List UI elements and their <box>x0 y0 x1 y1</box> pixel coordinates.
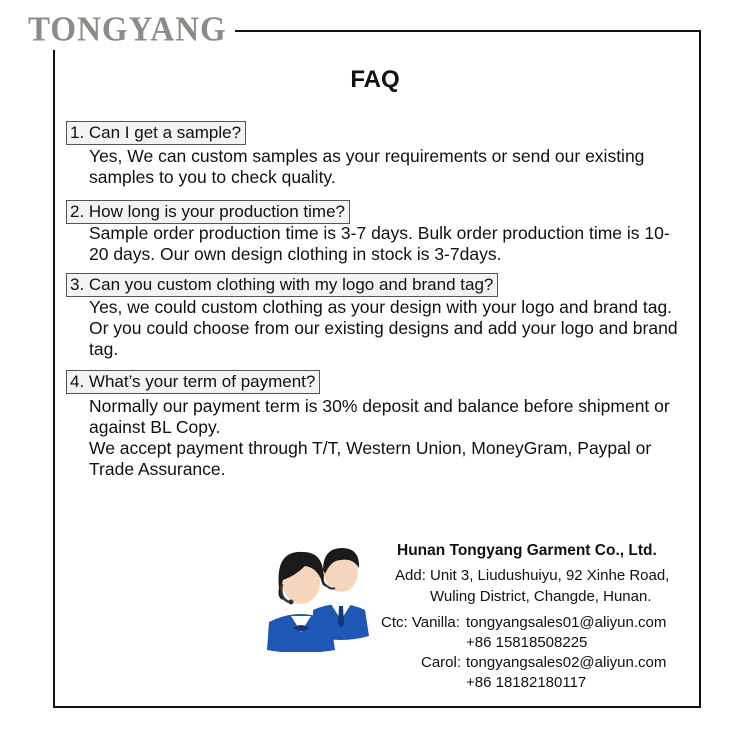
faq-answer-4 <box>89 396 689 480</box>
faq-answer-3-text: Yes, we could custom clothing as your design with your logo and brand tag. Or you could choose from our existing designs and add your logo and brand tag. <box>89 297 678 359</box>
address-line-2: Wuling District, Changde, Hunan. <box>430 588 652 605</box>
faq-answer-4-text-1: Normally our payment term is 30% deposit and balance before shipment or against BL Copy. <box>89 396 670 437</box>
carol-email: tongyangsales02@aliyun.com <box>466 654 667 671</box>
contact-label-carol: Carol: <box>421 654 462 671</box>
faq-question-1: 1. Can I get a sample? <box>66 121 246 145</box>
faq-answer-2-text: Sample order production time is 3-7 days. Bulk order production time is 10-20 days. Our own design clothing in stock is 3-7days. <box>89 223 670 264</box>
faq-answer-1-text: Yes, We can custom samples as your requirements or send our existing samples to you to check quality. <box>89 146 645 187</box>
company-name: Hunan Tongyang Garment Co., Ltd. <box>397 542 657 559</box>
faq-answer-1 <box>89 146 689 188</box>
vanilla-email: tongyangsales01@aliyun.com <box>466 614 667 631</box>
vanilla-phone: +86 15818508225 <box>466 634 588 651</box>
carol-phone: +86 18182180117 <box>466 674 587 691</box>
page-title: FAQ <box>350 66 400 93</box>
brand-logo-text: TONGYANG <box>28 11 235 50</box>
faq-answer-3 <box>89 297 689 360</box>
contact-label-vanilla: Ctc: Vanilla: <box>381 614 460 631</box>
faq-answer-4-text-2: We accept payment through T/T, Western Union, MoneyGram, Paypal or Trade Assurance. <box>89 438 652 479</box>
address-line-1: Add: Unit 3, Liudushuiyu, 92 Xinhe Road, <box>395 567 670 584</box>
faq-question-4: 4. What’s your term of payment? <box>66 370 320 394</box>
faq-answer-2 <box>89 223 689 265</box>
customer-service-illustration <box>265 540 375 652</box>
faq-question-2: 2. How long is your production time? <box>66 200 350 224</box>
faq-question-3: 3. Can you custom clothing with my logo and brand tag? <box>66 273 498 297</box>
